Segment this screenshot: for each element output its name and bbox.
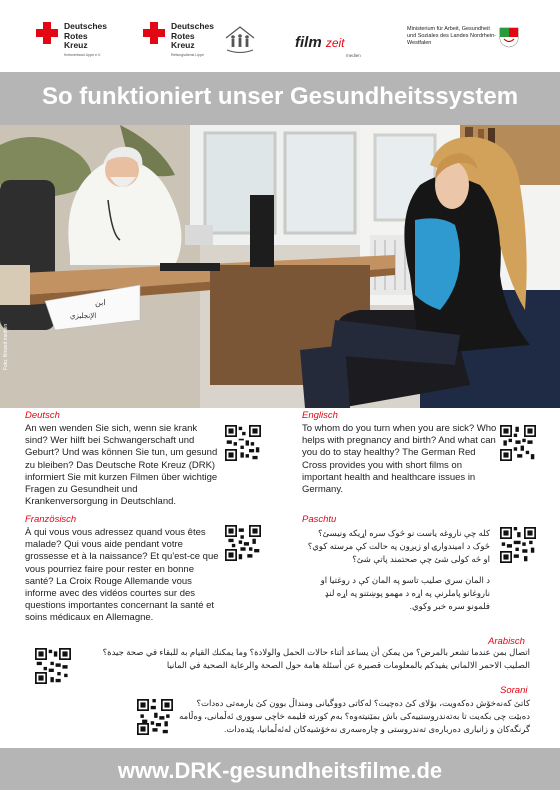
photo-credit: Foto: filmzeit medien [3, 323, 9, 370]
filmzeit-logo [295, 34, 345, 51]
qr-code-icon[interactable] [35, 648, 71, 684]
zeit-word: zeit [325, 36, 345, 50]
red-cross-icon [143, 22, 165, 44]
qr-code-icon[interactable] [225, 525, 261, 561]
title-band [0, 72, 560, 125]
lang-label-arabisch: Arabisch [488, 636, 525, 647]
header-logos [0, 0, 560, 72]
nrw-coat-of-arms-icon [498, 26, 520, 48]
text-englisch: To whom do you turn when you are sick? Who helps with pregnancy and birth? And what can you do to stay healthy? The German Red Cross provides you with short films on important health and healthcare issues in Germany. [302, 423, 497, 496]
text-deutsch: An wen wenden Sie sich, wenn sie krank sind? Wer hilft bei Schwangerschaft und Geburt? Und was können Sie tun, um gesund zu bleiben? Das Deutsche Rote Kreuz (DRK) informiert Sie mit kurzen Filmen über wichtige Fragen zu Gesundheit und Krankenversorgung in Deutschland. [25, 423, 218, 508]
medien-word: medien [346, 53, 361, 58]
lang-label-franzoesisch: Französisch [25, 514, 77, 525]
doctor-consultation-photo [0, 125, 560, 408]
red-cross-icon [36, 22, 58, 44]
lang-label-deutsch: Deutsch [25, 410, 60, 421]
footer-band [0, 748, 560, 790]
lang-label-paschtu: Paschtu [302, 514, 337, 525]
qr-code-icon[interactable] [225, 425, 261, 461]
drk-line: Kreuz [64, 40, 88, 50]
drk-line: Deutsches [64, 21, 107, 31]
qr-code-icon[interactable] [137, 699, 173, 735]
drk-logo-left [36, 21, 107, 57]
film-word: film [295, 34, 322, 51]
text-sorani: کاتێ کەنەخۆش دەکەویت، بۆلای کێ دەچیت؟ لەکاتی دووگیانی ومنداڵ بوون کێ یارمەتی دەدات؟ دەبێت چی بکەیت تا بەتەندروستییەکی باش بمێنیتەوە؟ بەم کورتە فلیمە خاچی سووری ئەڵمانی، وەڵامە گرنگەکان و زانیاری دەربارەی تەندروستی و چارەسەری نەخۆشیەکان لەئەڵمانیا، پێدەدات. [179, 698, 530, 734]
drk-subtitle: Kreisverband Lippe e.V. [64, 53, 102, 57]
drk-line: Rotes [171, 30, 195, 41]
drk-subtitle: Rettungsdienst Lippe [171, 53, 204, 57]
text-franzoesisch: À qui vous vous adressez quand vous êtes malade? Qui vous aide pendant votre grossesse et à la naissance? Et qu'est-ce que vous pourriez faire pour rester en bonne santé? La Croix Rouge Allemande vous informe avec des vidéos courtes sur des questions importantes concernant la santé et soins médicaux en Allemagne. [25, 527, 219, 624]
qr-code-icon[interactable] [500, 425, 536, 461]
lang-label-sorani: Sorani [500, 685, 528, 696]
desk-sign-line2: الإنجليزي [70, 312, 97, 320]
drk-line: Deutsches [171, 21, 214, 31]
text-paschtu-part2: د المان سري صلیب تاسو په المان کې د روغتیا او ناروغانو پاملرنې په اړه د مهمو پوښتنو په اړه لنډ فلمونو سره خبر وکوي. [320, 575, 490, 611]
ministry-name: Ministerium für Arbeit, Gesundheit und Soziales des Landes Nordrhein-Westfalen [407, 26, 496, 46]
website-link[interactable]: www.DRK-gesundheitsfilme.de [117, 758, 443, 783]
drk-line: Rotes [64, 30, 88, 41]
qr-code-icon[interactable] [500, 527, 536, 563]
page-title: So funktioniert unser Gesundheitssystem [41, 83, 519, 110]
drk-logo-right [143, 21, 214, 57]
desk-sign-line1: ابن [95, 298, 106, 307]
lang-label-englisch: Englisch [302, 410, 338, 421]
text-arabisch: اتصال بمن عندما تشعر بالمرض؟ من يمكن أن يساعد أثناء حالات الحمل والولادة؟ وما يمكنك القيام به للبقاء في صحة جيدة؟ الصليب الاحمر الالماني يفيدكم بالمعلومات قصيرة عن أسئلة هامة حول الصحة والرعاية الصحية في المانيا [102, 647, 530, 670]
text-paschtu-part1: کله چې ناروغه یاست نو څوک سره اړیکه ونیسئ؟ څوک د امیندوارۍ او زیږون په حالت کې مرسته کوي؟ او څه کولی شئ چې صحتمند پاتې شئ؟ [307, 528, 490, 564]
drk-line: Kreuz [171, 40, 195, 50]
family-icon [224, 24, 256, 56]
